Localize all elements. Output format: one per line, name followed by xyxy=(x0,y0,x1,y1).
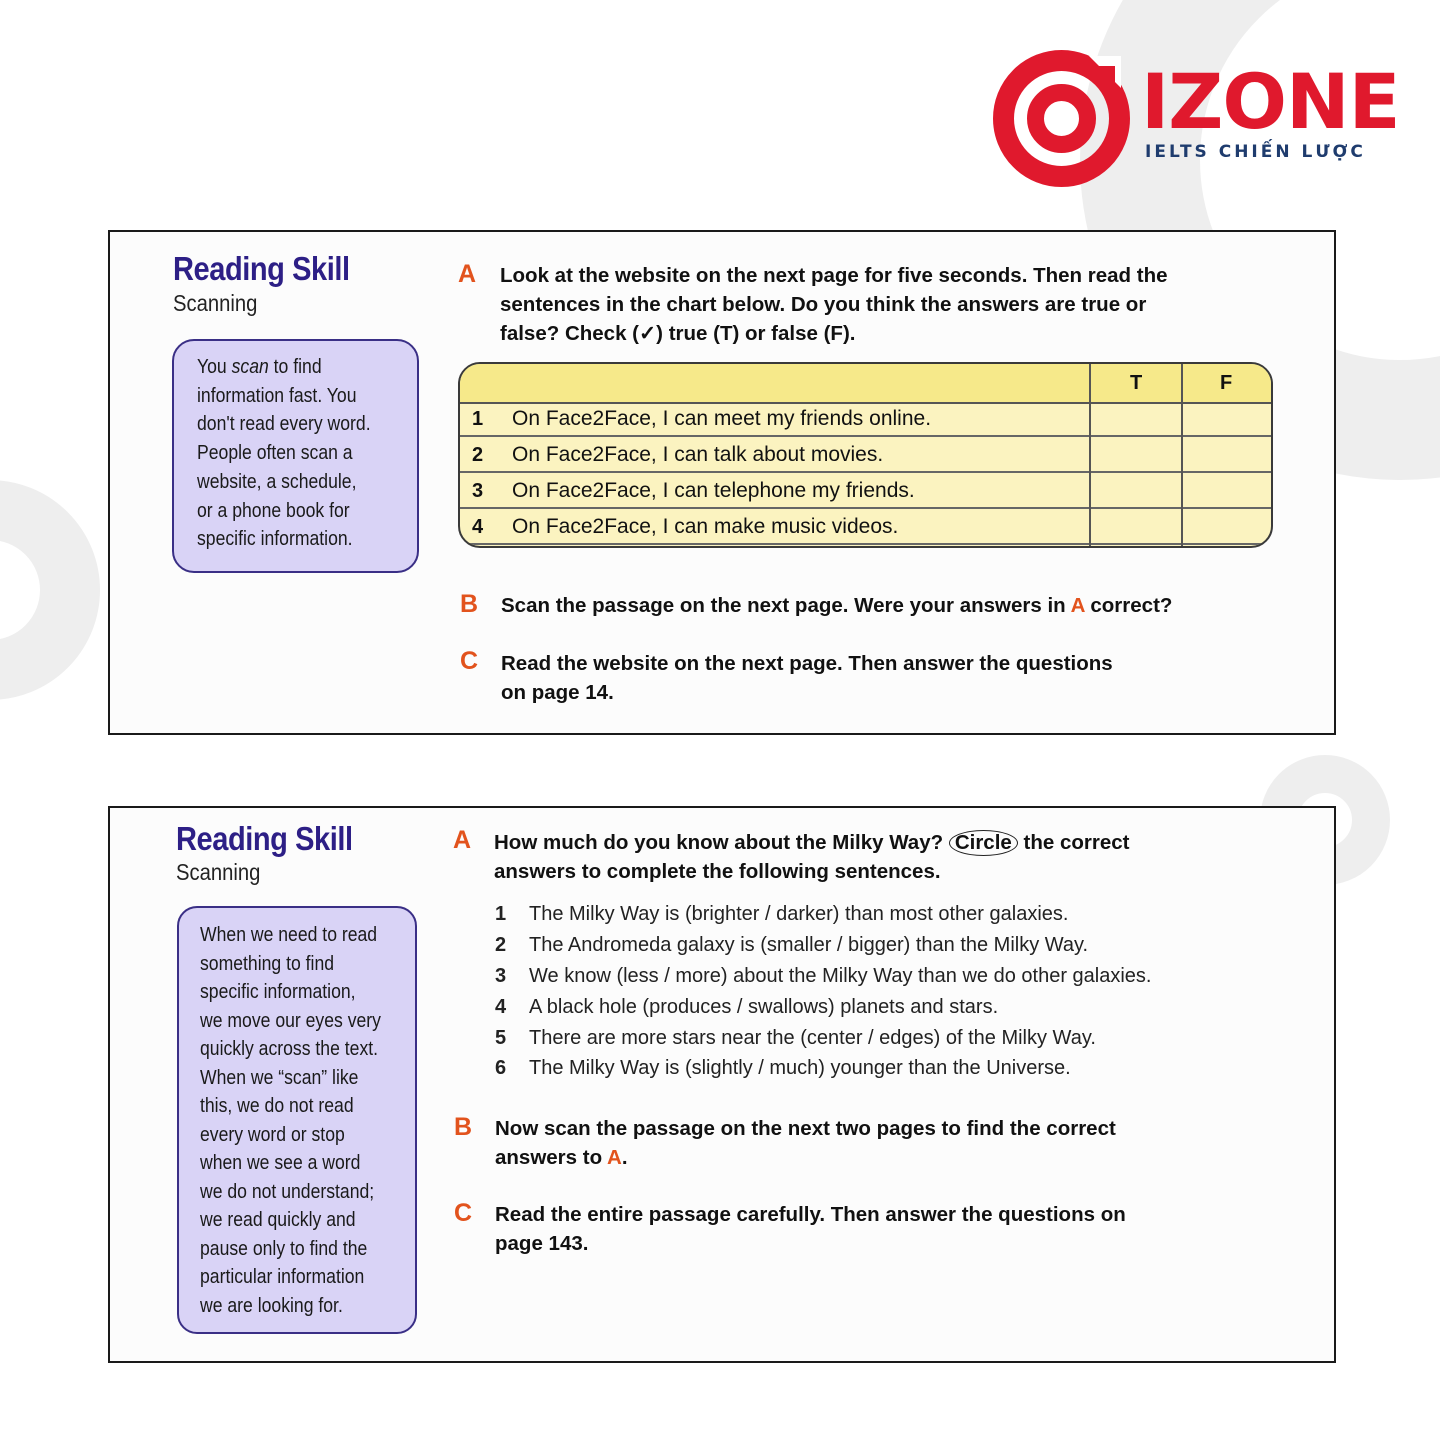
check-cell-t[interactable] xyxy=(1091,402,1181,546)
reading-skill-panel-2: Reading Skill Scanning When we need to read something to find specific information, we move our eyes very quickly across the text. When we “scan” like this, we do not read every word or stop when we see a word we do not understand; we read quickly and pause only to find the particular information we are looking for. A How much do you know about the Milky Way? Circle the correct answers to complete the following sentences. 1 The Milky Way is (brighter / darker) than most other galaxies. 2 The Andromeda galaxy is (smaller / bigger) than the Milky Way. 3 We know (less / more) about the Milky Way than we do other galaxies. 4 A black hole (produces / swallows) planets and stars. 5 There are more stars near the (center / edges) of the Milky Way. 6 The Milky Way is (slightly / much) younger than the Universe. B Now scan the passage on the next two pages to find the correct answers to A. C Read the entire passage carefully. Then answer the questions on page 143. xyxy=(108,806,1336,1363)
exercise-c-text: Read the website on the next page. Then answer the questions on page 14. xyxy=(501,652,1113,704)
tip-line: when we see a word xyxy=(200,1152,361,1174)
tip-line: we read quickly and xyxy=(200,1209,356,1231)
tip-line: specific information. xyxy=(197,528,353,551)
table-row: 2 On Face2Face, I can talk about movies. xyxy=(460,438,1271,473)
brand-tagline: IELTS CHIẾN LƯỢC xyxy=(1145,142,1366,162)
tip-line: People often scan a xyxy=(197,442,353,465)
check-cell-f[interactable] xyxy=(1183,402,1273,546)
brand-name: IZONE xyxy=(1141,57,1400,146)
tip-line: When we “scan” like xyxy=(200,1066,359,1089)
tip-line: we are looking for. xyxy=(200,1294,343,1317)
column-header-f: F xyxy=(1220,372,1233,394)
table-row: 1 On Face2Face, I can meet my friends online. xyxy=(460,402,1271,437)
table-row: 4 On Face2Face, I can make music videos. xyxy=(460,510,1271,545)
exercise-b-letter: B xyxy=(454,1113,473,1141)
exercise-b-text: Scan the passage on the next page. Were your answers in A correct? xyxy=(501,594,1173,617)
tip-line: website, a schedule, xyxy=(197,470,357,493)
exercise-b-letter: B xyxy=(460,590,479,618)
exercise-a-letter: A xyxy=(453,826,472,854)
exercise-a-letter: A xyxy=(458,260,477,288)
tip-line: You scan to find xyxy=(197,356,322,378)
tip-line: When we need to read xyxy=(200,924,378,946)
tip-line: pause only to find the xyxy=(200,1237,368,1260)
exercise-c-text: Read the entire passage carefully. Then answer the questions on page 143. xyxy=(495,1203,1126,1255)
tip-line: particular information xyxy=(200,1266,365,1288)
table-row: 3 On Face2Face, I can telephone my friends. xyxy=(460,474,1271,509)
skill-tip-box xyxy=(177,906,417,1334)
circle-word: Circle xyxy=(949,830,1018,856)
panel-subtitle: Scanning xyxy=(176,859,261,885)
panel-title: Reading Skill xyxy=(176,820,353,857)
background-ring-left xyxy=(0,480,100,700)
tip-line: every word or stop xyxy=(200,1123,345,1146)
exercise-b-text: Now scan the passage on the next two pages to find the correct answers to A. xyxy=(495,1117,1116,1169)
izone-target-icon xyxy=(993,50,1130,187)
tip-line: this, we do not read xyxy=(200,1095,354,1117)
table-header xyxy=(460,364,1271,404)
tip-line: quickly across the text. xyxy=(200,1038,379,1060)
exercise-a-text: How much do you know about the Milky Way? Circle the correct answers to complete the following sentences. xyxy=(494,831,1130,883)
tip-line: or a phone book for xyxy=(197,499,350,522)
tip-line: we do not understand; xyxy=(200,1180,375,1203)
skill-tip-box xyxy=(172,339,419,573)
column-header-t: T xyxy=(1130,372,1143,394)
panel-subtitle: Scanning xyxy=(173,290,258,316)
true-false-table xyxy=(458,362,1273,548)
izone-logo xyxy=(993,50,1400,190)
tip-line: specific information, xyxy=(200,981,356,1003)
tip-line: don't read every word. xyxy=(197,413,371,436)
exercise-c-letter: C xyxy=(460,647,479,675)
tip-line: something to find xyxy=(200,952,335,975)
exercise-a-text: Look at the website on the next page for five seconds. Then read the sentences in the chart below. Do you think the answers are true or false? Check (✓) true (T) or false (F). xyxy=(500,264,1168,345)
exercise-c-letter: C xyxy=(454,1199,473,1227)
tip-line: information fast. You xyxy=(197,384,357,407)
tip-line: we move our eyes very xyxy=(200,1009,381,1032)
panel-title: Reading Skill xyxy=(173,250,350,287)
reading-skill-panel-1 xyxy=(108,230,1336,735)
